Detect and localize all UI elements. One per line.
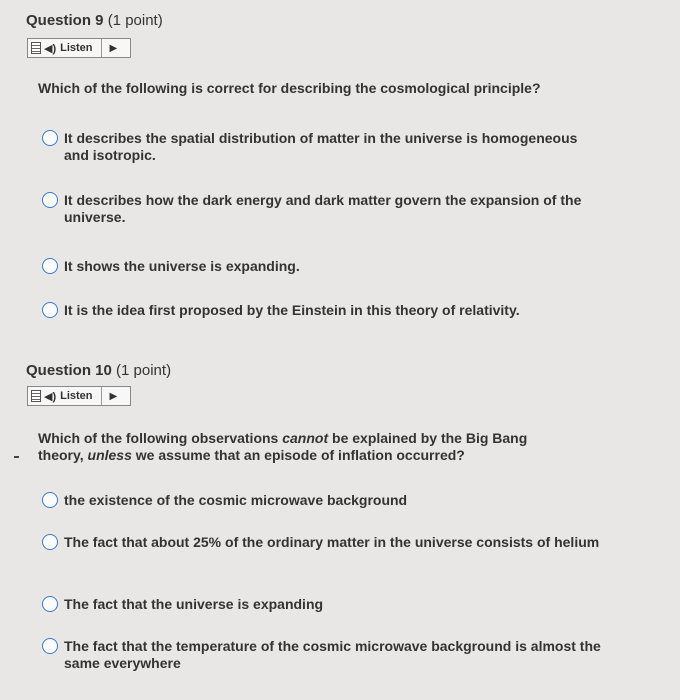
question-number: Question 9 <box>26 12 104 29</box>
option-label: the existence of the cosmic microwave background <box>64 492 408 508</box>
answer-option-3[interactable] <box>42 596 602 613</box>
speaker-icon: ◀) <box>44 42 57 55</box>
radio-button[interactable] <box>42 258 58 274</box>
question-prompt: Which of the following is correct for describing the cosmological principle? <box>38 80 541 96</box>
option-label: The fact that the universe is expanding <box>64 596 324 612</box>
radio-button[interactable] <box>42 130 58 146</box>
prompt-emphasis: unless <box>87 447 132 463</box>
option-label: It describes the spatial distribution of matter in the universe is homogeneous and isotropic. <box>64 130 578 163</box>
document-icon <box>31 390 41 402</box>
option-label: It shows the universe is expanding. <box>64 258 300 274</box>
play-icon[interactable]: ▶ <box>109 390 118 402</box>
radio-button[interactable] <box>42 302 58 318</box>
option-label: It is the idea first proposed by the Einstein in this theory of relativity. <box>64 302 520 318</box>
radio-button[interactable] <box>42 638 58 654</box>
listen-button[interactable] <box>27 386 131 406</box>
play-icon[interactable]: ▶ <box>109 42 118 54</box>
radio-button[interactable] <box>42 192 58 208</box>
radio-button[interactable] <box>42 492 58 508</box>
listen-label: Listen <box>60 390 93 402</box>
option-label: The fact that about 25% of the ordinary matter in the universe consists of helium <box>64 534 600 550</box>
radio-button[interactable] <box>42 596 58 612</box>
prompt-emphasis: cannot <box>282 430 329 446</box>
speaker-icon: ◀) <box>44 390 57 403</box>
question-points: (1 point) <box>116 362 172 379</box>
question-prompt <box>38 430 538 464</box>
option-label: It describes how the dark energy and dark matter govern the expansion of the universe. <box>64 192 582 225</box>
listen-button[interactable] <box>27 38 131 58</box>
answer-option-1[interactable] <box>42 492 602 509</box>
prompt-part: Which of the following observations <box>38 430 283 446</box>
answer-option-3[interactable] <box>42 258 602 275</box>
radio-button[interactable] <box>42 534 58 550</box>
prompt-part: we assume that an episode of inflation occurred? <box>131 447 465 463</box>
answer-option-2[interactable] <box>42 192 602 226</box>
answer-option-4[interactable] <box>42 638 602 672</box>
listen-label: Listen <box>60 42 93 54</box>
answer-option-2[interactable] <box>42 534 602 551</box>
margin-mark <box>14 456 19 458</box>
question-title <box>26 362 171 379</box>
answer-option-4[interactable] <box>42 302 602 319</box>
question-points: (1 point) <box>107 12 163 29</box>
divider <box>101 39 102 57</box>
prompt-part: be explained by the Big Bang theory, <box>38 430 528 463</box>
divider <box>101 387 102 405</box>
document-icon <box>31 42 41 54</box>
answer-option-1[interactable] <box>42 130 602 164</box>
question-title <box>26 12 163 29</box>
option-label: The fact that the temperature of the cosmic microwave background is almost the same everywhere <box>64 638 601 671</box>
question-number: Question 10 <box>26 362 112 379</box>
